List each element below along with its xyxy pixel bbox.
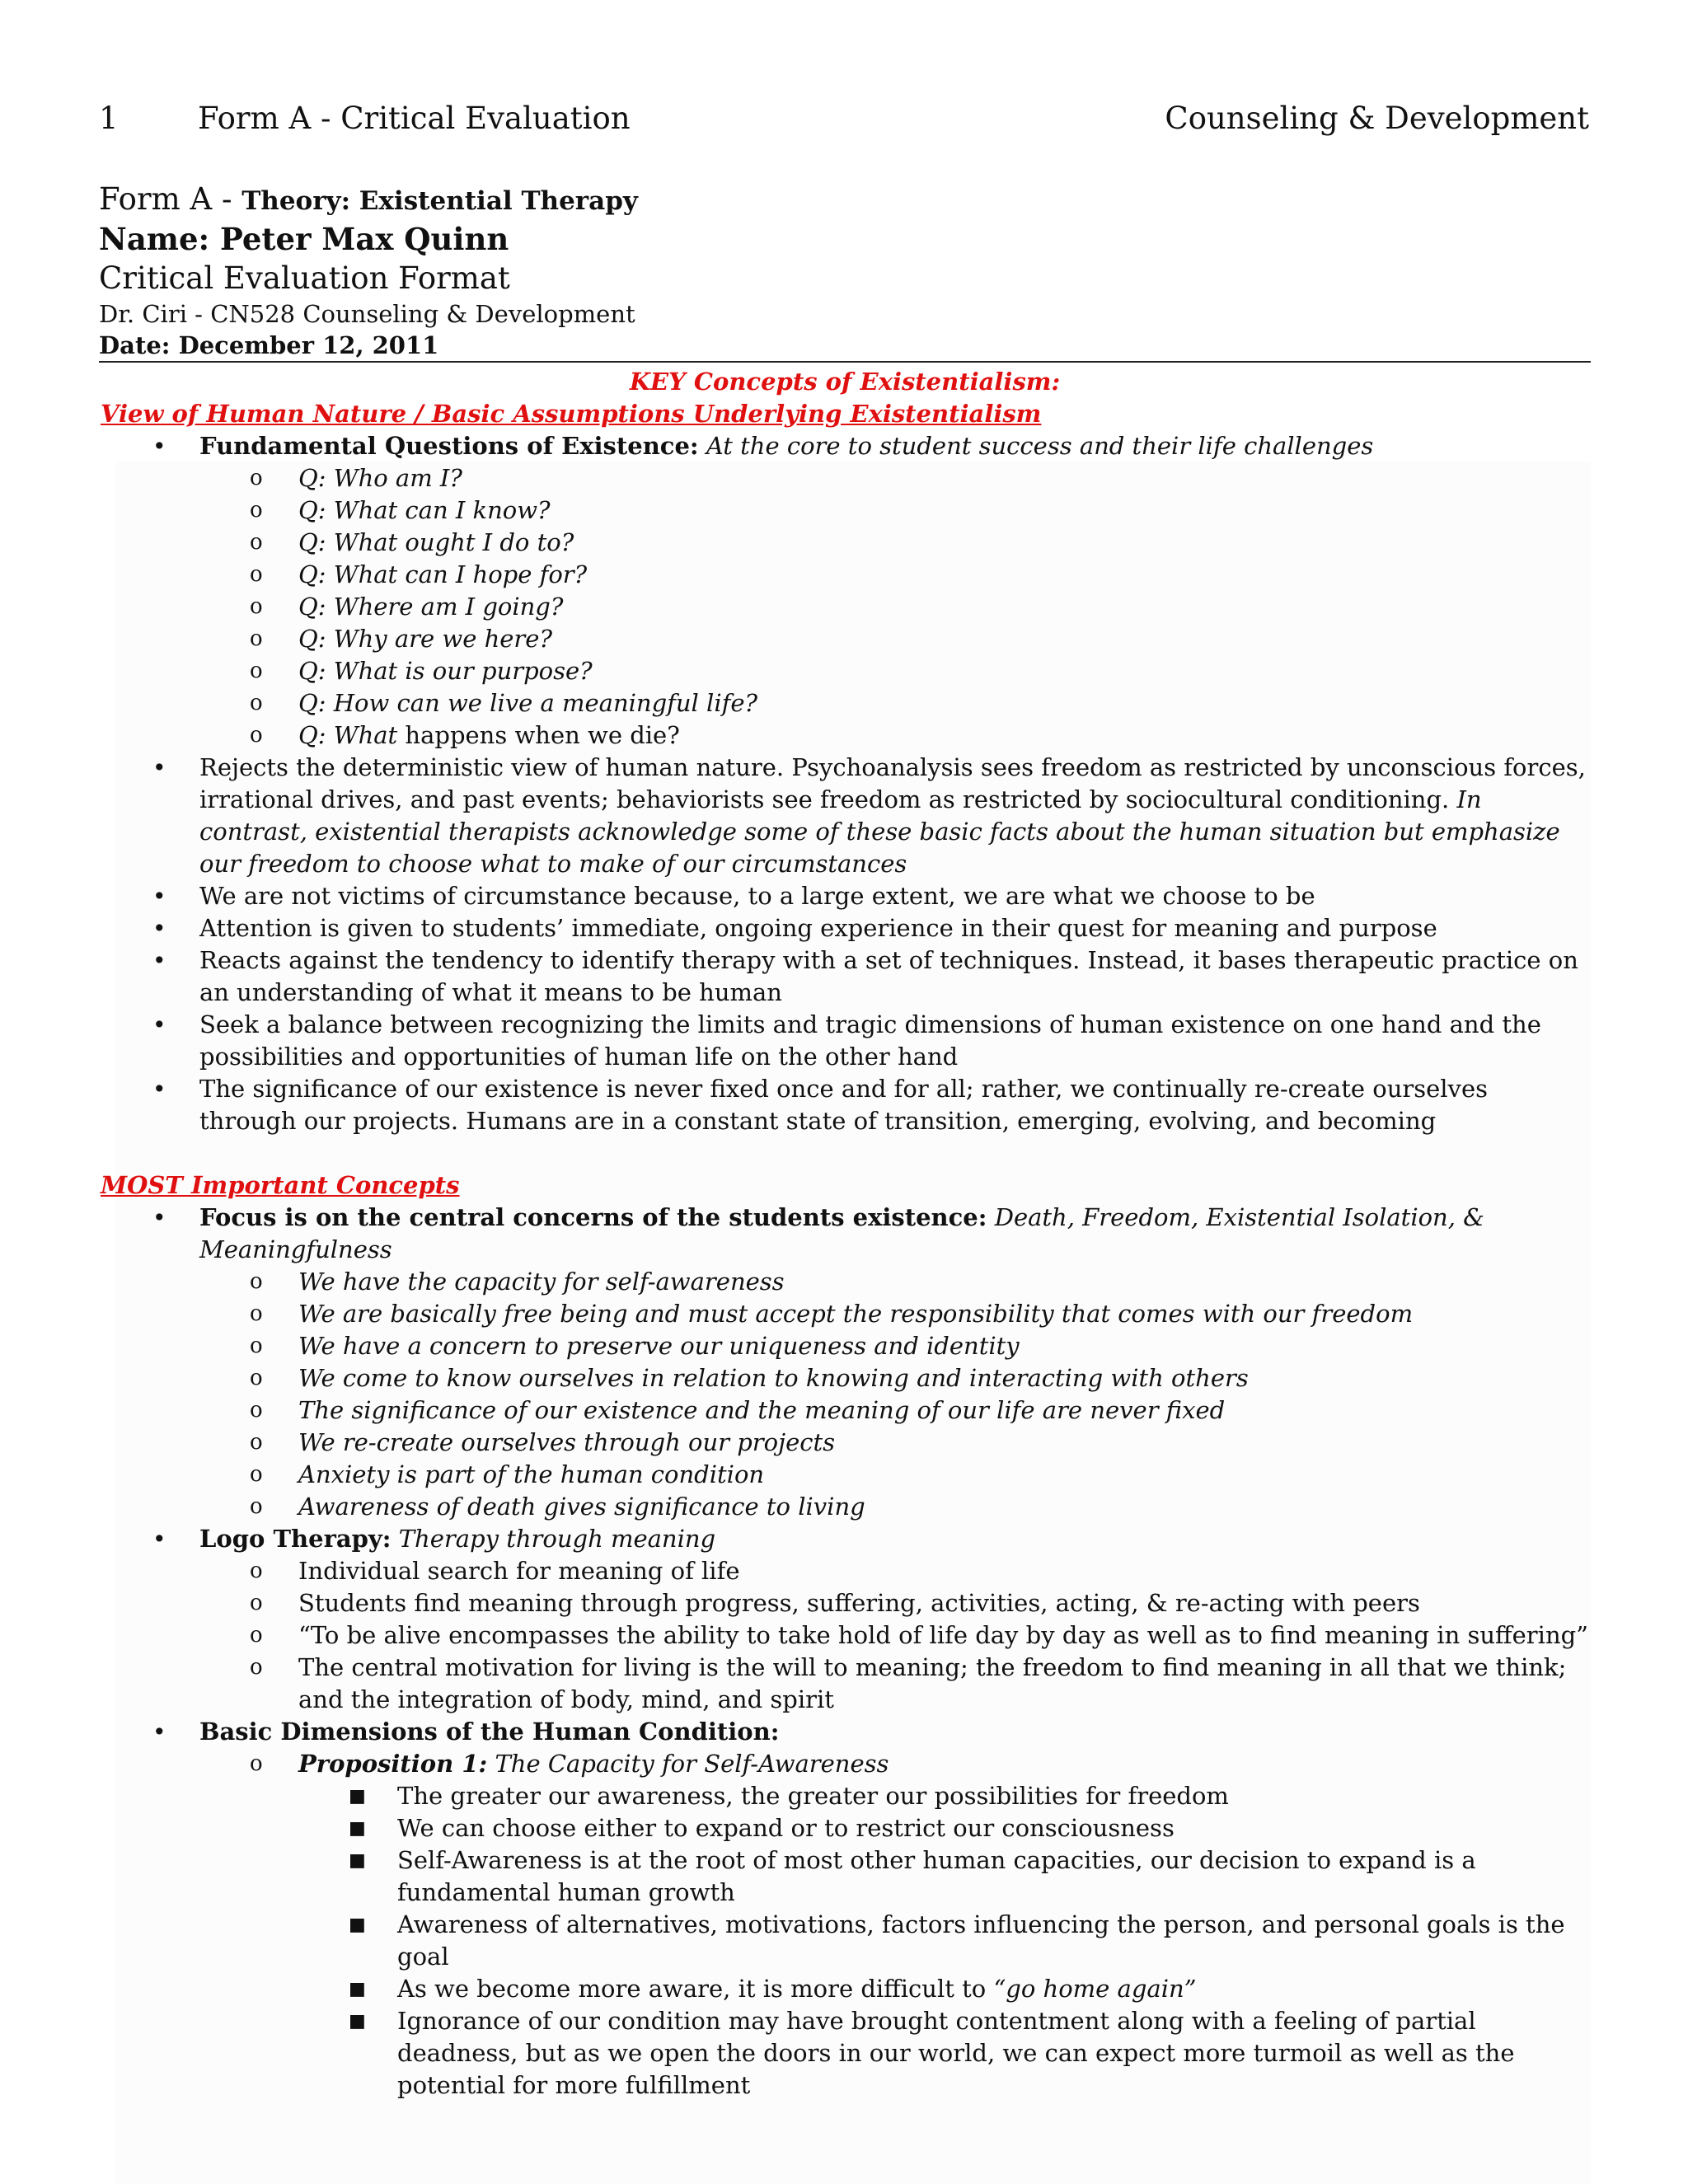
detail-item: ■ As we become more aware, it is more difficult to “go home again” (349, 1975, 1197, 2003)
detail-item: ■ Awareness of alternatives, motivations, factors influencing the person, and personal goals is the goal (349, 1910, 1565, 1971)
list-item: • Reacts against the tendency to identify therapy with a set of techniques. Instead, it bases therapeutic practice on an understanding of what it means to be human (152, 946, 1578, 1006)
running-title: Form A - Critical Evaluation (198, 101, 631, 136)
sub-item: o We have a concern to preserve our uniqueness and identity (250, 1332, 1020, 1360)
format-title: Critical Evaluation Format (99, 260, 510, 296)
question-item: o Q: Who am I? (250, 464, 462, 492)
sub-item: o We re-create ourselves through our projects (250, 1428, 836, 1456)
question-item: o Q: Where am I going? (250, 593, 564, 621)
list-item: • Rejects the deterministic view of human nature. Psychoanalysis sees freedom as restricted by unconscious forces, irrational drives, and past events; behaviorists see freedom as restricted by sociocultural conditioning. In contrast, existential therapists acknowledge some of these basic facts about the human situation but emphasize our freedom to choose what to make of our circumstances (152, 753, 1586, 878)
page-number: 1 (99, 101, 119, 136)
list-item: • Focus is on the central concerns of the students existence: Death, Freedom, Existential Isolation, & Meaningfulness (152, 1203, 1484, 1263)
section-heading-human-nature: View of Human Nature / Basic Assumptions Underlying Existentialism (101, 400, 1042, 428)
question-item: o Q: Why are we here? (250, 625, 552, 653)
running-department: Counseling & Development (1165, 101, 1589, 136)
form-theory-line: Form A - Theory: Existential Therapy (99, 181, 638, 217)
proposition-item: o Proposition 1: The Capacity for Self-Awareness (250, 1750, 889, 1778)
sub-item: o The central motivation for living is the will to meaning; the freedom to find meaning in all that we think; and the integration of body, mind, and spirit (250, 1653, 1567, 1713)
sub-item: o Students find meaning through progress, suffering, activities, acting, & re-acting with peers (250, 1589, 1420, 1617)
question-item: o Q: How can we live a meaningful life? (250, 689, 758, 717)
main-title: KEY Concepts of Existentialism: (629, 368, 1061, 396)
detail-item: ■ The greater our awareness, the greater our possibilities for freedom (349, 1782, 1229, 1810)
question-item: o Q: What can I know? (250, 496, 551, 524)
question-item: o Q: What happens when we die? (250, 721, 680, 749)
detail-item: ■ Self-Awareness is at the root of most other human capacities, our decision to expand is a fundamental human growth (349, 1846, 1476, 1906)
sub-item: o The significance of our existence and the meaning of our life are never fixed (250, 1396, 1226, 1424)
sub-item: o Awareness of death gives significance to living (250, 1493, 865, 1521)
instructor-line: Dr. Ciri - CN528 Counseling & Development (99, 300, 635, 328)
list-item: • The significance of our existence is never fixed once and for all; rather, we continually re-create ourselves through our projects. Humans are in a constant state of transition, emerging, evolving, and becoming (152, 1075, 1488, 1135)
document-header (99, 180, 1591, 361)
student-name: Name: Peter Max Quinn (99, 221, 509, 257)
list-item: • Fundamental Questions of Existence: At the core to student success and their life challenges (152, 432, 1374, 460)
detail-item: ■ We can choose either to expand or to restrict our consciousness (349, 1814, 1175, 1842)
list-item: • Seek a balance between recognizing the limits and tragic dimensions of human existence on one hand and the possibilities and opportunities of human life on the other hand (152, 1010, 1541, 1071)
sub-item: o “To be alive encompasses the ability to take hold of life day by day as well as to find meaning in suffering” (250, 1621, 1589, 1649)
question-item: o Q: What can I hope for? (250, 560, 588, 588)
question-item: o Q: What is our purpose? (250, 657, 593, 685)
question-item: o Q: What ought I do to? (250, 528, 574, 556)
list-item: • Basic Dimensions of the Human Condition: (152, 1718, 780, 1746)
date-line: Date: December 12, 2011 (99, 331, 439, 359)
sub-item: o Individual search for meaning of life (250, 1557, 740, 1585)
list-item: • We are not victims of circumstance because, to a large extent, we are what we choose to be (152, 882, 1315, 910)
list-item: • Attention is given to students’ immediate, ongoing experience in their quest for meaning and purpose (152, 914, 1437, 942)
theory-title: Theory: Existential Therapy (241, 186, 638, 216)
detail-item: ■ Ignorance of our condition may have brought contentment along with a feeling of partial deadness, but as we open the doors in our world, we can expect more turmoil as well as the potential for more fulfillment (349, 2007, 1515, 2099)
section-heading-most-important: MOST Important Concepts (101, 1171, 460, 1199)
list-item: • Logo Therapy: Therapy through meaning (152, 1525, 716, 1553)
header-divider (99, 361, 1591, 363)
running-header (99, 101, 1589, 142)
sub-item: o We come to know ourselves in relation to knowing and interacting with others (250, 1364, 1249, 1392)
document-body (99, 366, 1591, 2102)
sub-item: o We have the capacity for self-awareness (250, 1268, 785, 1296)
sub-item: o Anxiety is part of the human condition (250, 1460, 765, 1488)
sub-item: o We are basically free being and must accept the responsibility that comes with our freedom (250, 1300, 1414, 1328)
